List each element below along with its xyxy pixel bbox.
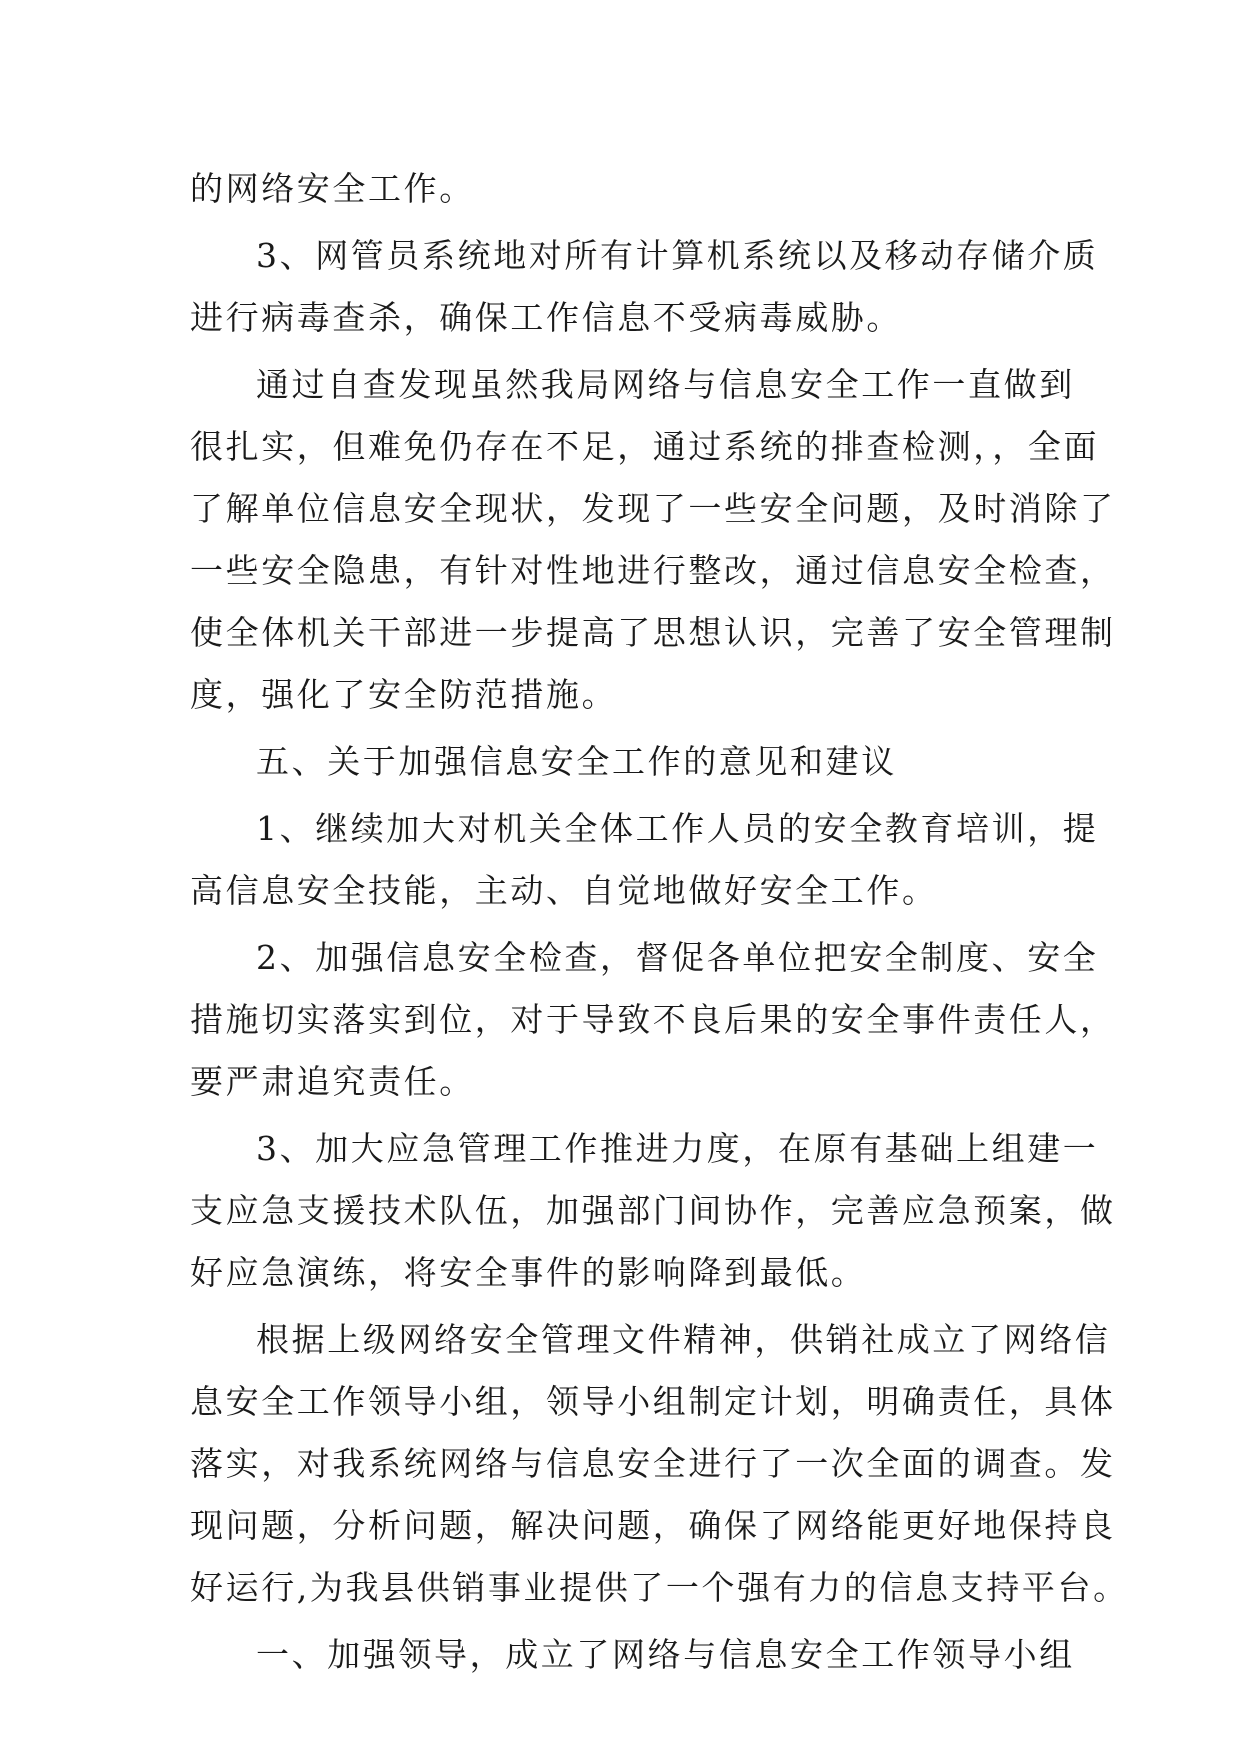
text-line: 支应急支援技术队伍，加强部门间协作，完善应急预案，做 xyxy=(190,1191,1116,1230)
paragraph xyxy=(190,158,1058,220)
text-line: 息安全工作领导小组，领导小组制定计划，明确责任，具体 xyxy=(190,1382,1116,1421)
text-line: 的网络安全工作。 xyxy=(190,169,475,208)
text-line: 3、加大应急管理工作推进力度，在原有基础上组建一 xyxy=(256,1129,1099,1168)
text-line: 好运行,为我县供销事业提供了一个强有力的信息支持平台。 xyxy=(190,1568,1129,1607)
text-line: 进行病毒查杀，确保工作信息不受病毒威胁。 xyxy=(190,298,902,337)
text-line: 高信息安全技能，主动、自觉地做好安全工作。 xyxy=(190,871,938,910)
paragraph xyxy=(190,1624,1075,1686)
text-line: 五、关于加强信息安全工作的意见和建议 xyxy=(256,742,897,781)
paragraph xyxy=(190,225,1099,349)
paragraph xyxy=(190,731,1058,793)
document-body xyxy=(190,158,1129,1691)
text-line: 2、加强信息安全检查，督促各单位把安全制度、安全 xyxy=(256,938,1099,977)
paragraph xyxy=(190,798,1099,922)
paragraph xyxy=(190,927,1116,1113)
paragraph xyxy=(190,1118,1116,1304)
paragraph xyxy=(190,1309,1129,1619)
text-line: 措施切实落实到位，对于导致不良后果的安全事件责任人， xyxy=(190,1000,1116,1039)
paragraph-spacing xyxy=(190,1686,1058,1691)
text-line: 了解单位信息安全现状，发现了一些安全问题，及时消除了 xyxy=(190,489,1116,528)
text-line: 根据上级网络安全管理文件精神，供销社成立了网络信 xyxy=(256,1320,1111,1359)
text-line: 1、继续加大对机关全体工作人员的安全教育培训，提 xyxy=(256,809,1099,848)
text-line: 通过自查发现虽然我局网络与信息安全工作一直做到 xyxy=(256,365,1075,404)
text-line: 一些安全隐患，有针对性地进行整改，通过信息安全检查， xyxy=(190,551,1116,590)
text-line: 很扎实，但难免仍存在不足，通过系统的排查检测，，全面 xyxy=(190,427,1100,466)
paragraph xyxy=(190,354,1116,726)
text-line: 好应急演练，将安全事件的影响降到最低。 xyxy=(190,1253,867,1292)
text-line: 使全体机关干部进一步提高了思想认识，完善了安全管理制 xyxy=(190,613,1116,652)
text-line: 要严肃追究责任。 xyxy=(190,1062,475,1101)
text-line: 现问题，分析问题，解决问题，确保了网络能更好地保持良 xyxy=(190,1506,1116,1545)
text-line: 落实，对我系统网络与信息安全进行了一次全面的调查。发 xyxy=(190,1444,1116,1483)
text-line: 3、网管员系统地对所有计算机系统以及移动存储介质 xyxy=(256,236,1099,275)
text-line: 一、加强领导，成立了网络与信息安全工作领导小组 xyxy=(256,1635,1075,1674)
text-line: 度，强化了安全防范措施。 xyxy=(190,675,618,714)
